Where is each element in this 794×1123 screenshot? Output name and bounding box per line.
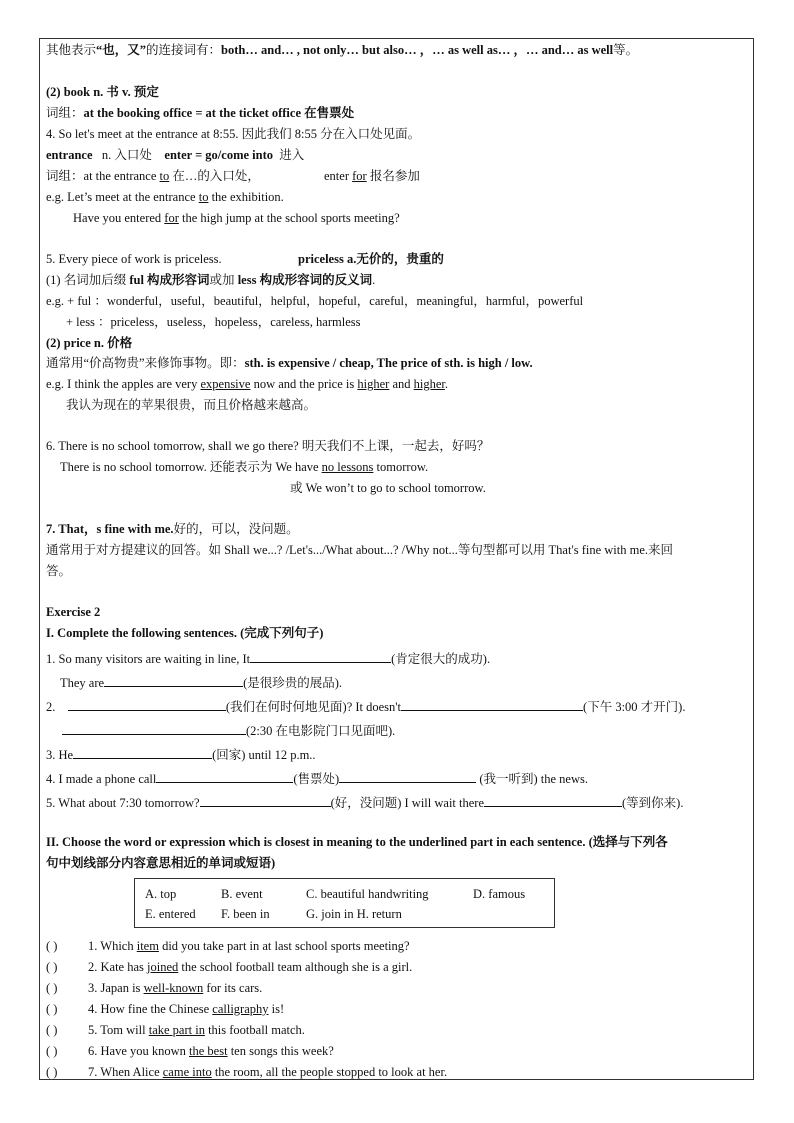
answer-paren[interactable]: ( ) [46,1023,58,1037]
question-pre: 3. Japan is [88,981,144,995]
item7-phrase: 7. That，s fine with me. [46,522,174,536]
q1-text: 1. So many visitors are waiting in line, It [46,652,251,666]
q4 [46,770,588,787]
rule-ful: ful 构成形容词 [129,273,210,287]
item4-sentence: 4. So let's meet at the entrance at 8:55. 因此我们 8:55 分在入口处见面。 [46,127,421,141]
q3-blank[interactable] [73,746,212,759]
q2-num: 2. [46,700,56,714]
options-box [134,878,555,928]
question-pre: 1. Which [88,939,137,953]
eg1-underlined: to [198,190,209,204]
question-underlined: item [136,939,159,953]
item4-phrase2 [324,168,420,184]
q1b-hint: (是很珍贵的展品). [243,676,343,690]
q1b-text: They are [60,676,105,690]
q4-blank-1[interactable] [156,770,293,783]
question-post: for its cars. [203,981,263,995]
part1-title: I. Complete the following sentences. (完成下列句子) [46,626,324,640]
option-d: D. famous [473,887,526,901]
phrase1-underlined: to [159,169,170,183]
option-b: B. event [221,887,263,901]
question-underlined: joined [147,960,179,974]
choice-question [46,1022,305,1038]
connectors-line [46,42,638,58]
answer-paren[interactable]: ( ) [46,960,58,974]
alt-no-lessons: no lessons [321,460,374,474]
q5-hint-1: (好，没问题) I will wait there [330,796,484,810]
item7-usage-1: 通常用于对方提建议的回答。如 Shall we...? /Let's.../What about...? /Why not...等句型都可以用 That's fine with me.来回 [46,543,673,557]
question-post: the room, all the people stopped to look at her. [211,1065,448,1079]
connectors-suffix: 等。 [613,43,639,57]
item4-example1 [46,189,284,205]
question-pre: 7. When Alice [88,1065,163,1079]
price-example-cn: 我认为现在的苹果很贵，而且价格越来越高。 [66,398,317,412]
phrase1-pre: at the entrance [83,169,160,183]
part2-title-2: 句中划线部分内容意思相近的单词或短语) [46,856,276,870]
question-post: ten songs this week? [227,1044,334,1058]
rule-end: . [372,273,376,287]
q4-hint-1: (售票处) [293,772,340,786]
enter-eq: enter = go/come into [164,148,274,162]
q5-blank-2[interactable] [484,794,622,807]
question-post: this football match. [204,1023,305,1037]
booking-office-phrase: at the booking office = at the ticket office 在售票处 [83,106,355,120]
connectors-mid: 的连接词有： [146,43,222,57]
q1-hint: (肯定很大的成功). [391,652,491,666]
q2b-hint: (2:30 在电影院门口见面吧). [246,724,396,738]
option-a: A. top [145,887,177,901]
phrase2-pre: enter [324,169,353,183]
eg2-underlined: for [164,211,179,225]
question-pre: 4. How fine the Chinese [88,1002,213,1016]
book-header: (2) book n. 书 v. 预定 [46,85,159,99]
q1 [46,650,490,667]
enter-def: 进入 [279,148,305,162]
q5 [46,794,683,811]
question-underlined: came into [162,1065,212,1079]
item4-example2 [73,210,400,226]
price-example [46,376,448,392]
rule-less: less 构成形容词的反义词 [237,273,373,287]
choice-question [46,1043,334,1059]
question-post: the school football team although she is a girl. [178,960,413,974]
answer-paren[interactable]: ( ) [46,1002,58,1016]
question-underlined: calligraphy [212,1002,269,1016]
question-underlined: the best [189,1044,228,1058]
option-g-h: G. join in H. return [306,907,402,921]
question-pre: 5. Tom will [88,1023,149,1037]
answer-paren[interactable]: ( ) [46,1065,58,1079]
connectors-prefix: 其他表示 [46,43,97,57]
eg2-post: the high jump at the school sports meeting? [178,211,400,225]
item6-alt [60,459,428,475]
phrase2-underlined: for [352,169,367,183]
q2b [62,722,395,739]
q5-blank-1[interactable] [200,794,331,807]
q3 [46,746,316,763]
item6-sentence: 6. There is no school tomorrow, shall we go there? 明天我们不上课，一起去，好吗？ [46,439,490,453]
choice-question [46,1064,447,1080]
question-underlined: well-known [143,981,204,995]
rule-pre: (1) 名词加后缀 [46,273,130,287]
suffix-rule [46,272,375,288]
eg-higher-1: higher [357,377,390,391]
q1b-blank[interactable] [104,674,243,687]
part2-title-1: II. Choose the word or expression which is closest in meaning to the underlined part in each sentence. (选择与下列各 [46,835,668,849]
priceless-note: priceless a.无价的，贵重的 [298,252,444,266]
option-f: F. been in [221,907,270,921]
price-header: (2) price n. 价格 [46,336,133,350]
q5-text: 5. What about 7:30 tomorrow? [46,796,200,810]
q2 [46,698,685,715]
book-phrase [46,105,354,121]
choice-question [46,1001,284,1017]
q3-text: 3. He [46,748,74,762]
connectors-quote: “也，又” [96,43,147,57]
item6-or: 或 We won’t to go to school tomorrow. [290,481,486,495]
alt-pre: There is no school tomorrow. 还能表示为 We have [60,460,322,474]
answer-paren[interactable]: ( ) [46,939,58,953]
entrance-def-line [46,147,304,163]
eg-and: and [389,377,414,391]
choice-question [46,980,262,996]
eg1-pre: e.g. Let’s meet at the entrance [46,190,199,204]
q1b [60,674,342,691]
entrance-word: entrance [46,148,93,162]
choice-question [46,938,410,954]
q2b-blank[interactable] [62,722,246,735]
q2-blank-1[interactable] [68,698,226,711]
answer-paren[interactable]: ( ) [46,1044,58,1058]
exercise-title: Exercise 2 [46,605,101,619]
item7-header [46,521,299,537]
ful-list: e.g. + ful ：wonderful，useful，beautiful，helpful，hopeful，careful，meaningful，harmful，powerful [46,294,584,308]
phrase1-post: 在…的入口处， [169,169,260,183]
price-usage-pre: 通常用“价高物贵”来修饰事物。即： [46,356,245,370]
eg-end: . [444,377,448,391]
eg1-post: the exhibition. [208,190,284,204]
phrase-label: 词组： [46,106,84,120]
eg-pre: e.g. I think the apples are very [46,377,201,391]
eg2-pre: Have you entered [73,211,165,225]
q3-hint: (回家) until 12 p.m.. [212,748,316,762]
connectors-list: both… and… , not only… but also… ，… as well as… ，… and… as well [221,43,614,57]
question-post: did you take part in at last school sports meeting? [158,939,410,953]
item4-phrases [46,168,260,184]
question-pre: 2. Kate has [88,960,148,974]
q4-hint-2: (我一听到) the news. [476,772,588,786]
price-usage [46,355,533,371]
option-e: E. entered [145,907,196,921]
q2-hint-2: (下午 3:00 才开门). [583,700,686,714]
item5-sentence: 5. Every piece of work is priceless. [46,252,222,266]
q2-hint-1: (我们在何时何地见面)? It doesn't [225,700,402,714]
eg-expensive: expensive [200,377,251,391]
q4-blank-2[interactable] [339,770,476,783]
item7-usage-2: 答。 [46,564,72,578]
question-pre: 6. Have you known [88,1044,190,1058]
price-usage-pattern: sth. is expensive / cheap, The price of sth. is high / low. [244,356,533,370]
question-post: is! [268,1002,285,1016]
q5-hint-2: (等到你来). [622,796,684,810]
eg-higher-2: higher [413,377,445,391]
phrase2-post: 报名参加 [366,169,420,183]
item7-meaning: 好的，可以，没问题。 [173,522,299,536]
less-list: + less ：priceless，useless，hopeless，careless, harmless [66,315,361,329]
alt-post: tomorrow. [373,460,429,474]
q2-blank-2[interactable] [401,698,583,711]
eg-mid: now and the price is [250,377,358,391]
phrase-label: 词组： [46,169,84,183]
entrance-def: n. 入口处 [101,148,152,162]
option-c: C. beautiful handwriting [306,887,429,901]
q1-blank[interactable] [250,650,391,663]
q4-text: 4. I made a phone call [46,772,157,786]
choice-question [46,959,412,975]
answer-paren[interactable]: ( ) [46,981,58,995]
question-underlined: take part in [148,1023,205,1037]
rule-mid: 或加 [209,273,238,287]
